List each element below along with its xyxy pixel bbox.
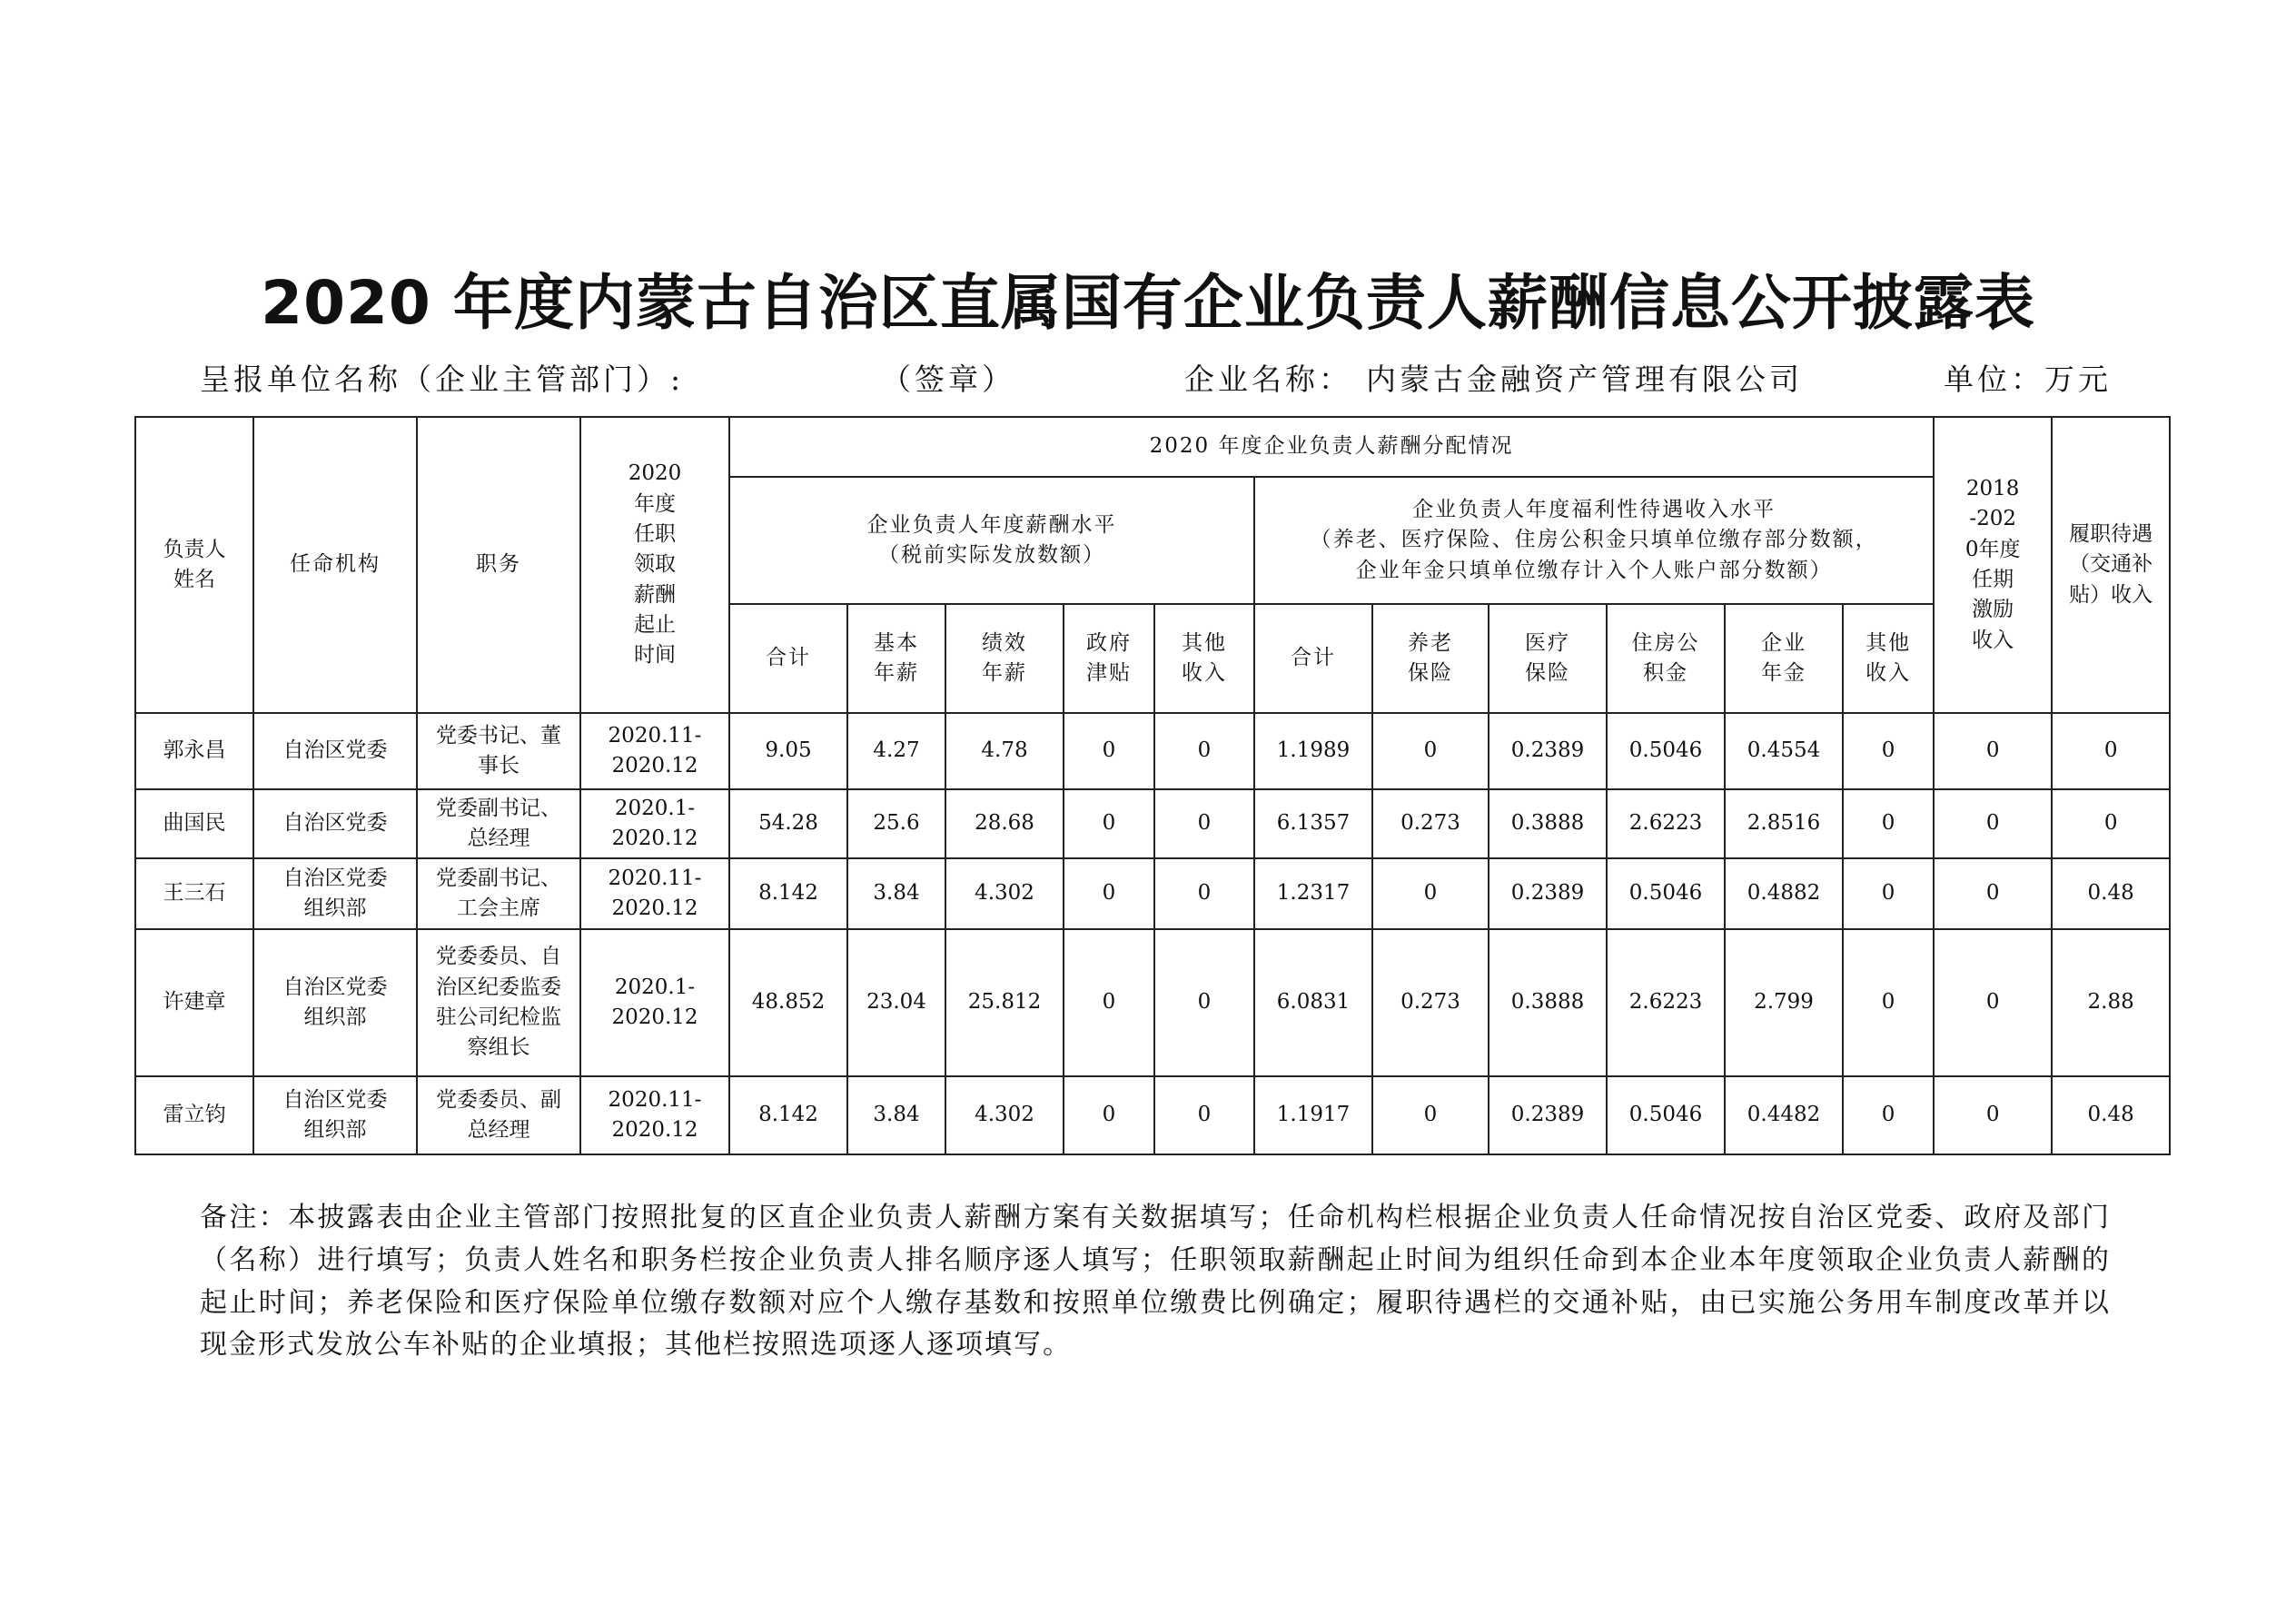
header-salary-group-note: （税前实际发放数额）	[878, 543, 1105, 567]
cell-welfare-other: 0	[1843, 713, 1934, 789]
cell-salary-other: 0	[1154, 929, 1254, 1076]
header-salary-group	[729, 477, 1254, 604]
cell-incentive: 0	[1934, 858, 2052, 929]
cell-welfare-housing: 0.5046	[1607, 1076, 1725, 1154]
cell-name: 许建章	[135, 929, 253, 1076]
cell-salary-gov: 0	[1064, 713, 1154, 789]
cell-org-line: 组织部	[303, 896, 367, 920]
cell-position	[417, 858, 580, 929]
cell-welfare-pension: 0.273	[1372, 789, 1489, 858]
cell-incentive: 0	[1934, 713, 2052, 789]
cell-org	[253, 713, 417, 789]
cell-period-line: 2020.12	[611, 1118, 698, 1142]
cell-name: 雷立钧	[135, 1076, 253, 1154]
header-welfare-housing-text	[1631, 629, 1700, 689]
cell-period	[580, 929, 729, 1076]
header-salary-performance-text: 绩效年薪	[982, 630, 1027, 685]
cell-period-line: 2020.12	[611, 1005, 698, 1029]
header-welfare-annuity	[1725, 604, 1843, 713]
table-row	[135, 929, 2170, 1076]
header-duty-text: 履职待遇（交通补贴）收入	[2069, 521, 2153, 607]
cell-salary-gov: 0	[1064, 858, 1154, 929]
cell-welfare-annuity: 2.799	[1725, 929, 1843, 1076]
cell-duty: 0.48	[2052, 1076, 2170, 1154]
cell-org-line: 组织部	[303, 1005, 367, 1029]
header-welfare-medical-text: 医疗保险	[1525, 630, 1570, 685]
cell-welfare-medical: 0.3888	[1489, 929, 1607, 1076]
cell-welfare-pension: 0	[1372, 713, 1489, 789]
cell-period-line: 2020.12	[611, 754, 698, 777]
cell-welfare-medical: 0.2389	[1489, 858, 1607, 929]
cell-salary-total: 8.142	[729, 858, 847, 929]
cell-period-line: 2020.11-	[608, 866, 702, 890]
cell-period	[580, 789, 729, 858]
company-name: 内蒙古金融资产管理有限公司	[1366, 361, 1803, 397]
cell-welfare-housing: 2.6223	[1607, 789, 1725, 858]
header-welfare-pension-text: 养老保险	[1408, 630, 1453, 685]
cell-welfare-housing: 0.5046	[1607, 713, 1725, 789]
cell-period-line: 2020.11-	[608, 723, 702, 748]
cell-salary-basic: 3.84	[847, 858, 945, 929]
header-period	[580, 417, 729, 713]
cell-name: 郭永昌	[135, 713, 253, 789]
cell-position-line: 事长	[478, 754, 520, 777]
cell-position-line: 驻公司纪检监	[436, 1005, 561, 1029]
header-welfare-group-label: 企业负责人年度福利性待遇收入水平	[1412, 497, 1776, 521]
cell-welfare-medical: 0.2389	[1489, 1076, 1607, 1154]
header-welfare-other	[1843, 604, 1934, 713]
cell-org-line: 组织部	[303, 1118, 367, 1142]
table-row	[135, 858, 2170, 929]
unit-label: 单位：万元	[1944, 361, 2112, 397]
cell-org-line: 自治区党委	[282, 1087, 388, 1112]
cell-salary-performance: 4.78	[945, 713, 1064, 789]
cell-salary-gov: 0	[1064, 789, 1154, 858]
cell-org	[253, 929, 417, 1076]
cell-period-line: 2020.1-	[614, 975, 696, 999]
cell-salary-gov: 0	[1064, 929, 1154, 1076]
header-salary-gov-text: 政府津贴	[1086, 630, 1132, 685]
cell-salary-other: 0	[1154, 789, 1254, 858]
cell-period	[580, 858, 729, 929]
header-org: 任命机构	[253, 417, 417, 713]
company-label: 企业名称：	[1184, 361, 1352, 397]
cell-org	[253, 1076, 417, 1154]
cell-position	[417, 1076, 580, 1154]
report-unit-label: 呈报单位名称（企业主管部门）:	[200, 361, 685, 397]
cell-duty: 0	[2052, 789, 2170, 858]
cell-period-line: 2020.12	[611, 896, 698, 920]
cell-position	[417, 713, 580, 789]
header-welfare-other-text: 其他收入	[1866, 630, 1912, 685]
header-duty	[2052, 417, 2170, 713]
cell-salary-total: 48.852	[729, 929, 847, 1076]
cell-welfare-total: 1.2317	[1254, 858, 1372, 929]
cell-welfare-other: 0	[1843, 789, 1934, 858]
cell-period-line: 2020.1-	[614, 796, 696, 820]
header-incentive	[1934, 417, 2052, 713]
header-salary-other-text: 其他收入	[1182, 630, 1227, 685]
header-welfare-group-note2: 企业年金只填单位缴存计入个人账户部分数额）	[1355, 558, 1833, 582]
header-welfare-pension	[1372, 604, 1489, 713]
header-salary-total: 合计	[729, 604, 847, 713]
cell-welfare-total: 6.0831	[1254, 929, 1372, 1076]
cell-position-line: 察组长	[467, 1035, 530, 1060]
cell-org	[253, 858, 417, 929]
cell-welfare-medical: 0.3888	[1489, 789, 1607, 858]
cell-welfare-annuity: 0.4882	[1725, 858, 1843, 929]
cell-salary-other: 0	[1154, 713, 1254, 789]
header-welfare-medical	[1489, 604, 1607, 713]
cell-position	[417, 789, 580, 858]
cell-welfare-annuity: 0.4482	[1725, 1076, 1843, 1154]
cell-position-line: 党委副书记、	[436, 796, 561, 820]
cell-name: 王三石	[135, 858, 253, 929]
cell-period-line: 2020.12	[611, 827, 698, 850]
cell-welfare-total: 6.1357	[1254, 789, 1372, 858]
cell-salary-total: 9.05	[729, 713, 847, 789]
cell-period	[580, 713, 729, 789]
cell-welfare-pension: 0	[1372, 1076, 1489, 1154]
cell-salary-other: 0	[1154, 1076, 1254, 1154]
cell-position-line: 治区纪委监委	[436, 975, 561, 999]
cell-welfare-other: 0	[1843, 1076, 1934, 1154]
salary-disclosure-table	[134, 416, 2171, 1155]
cell-welfare-total: 1.1989	[1254, 713, 1372, 789]
cell-welfare-housing: 0.5046	[1607, 858, 1725, 929]
cell-salary-performance: 25.812	[945, 929, 1064, 1076]
cell-org	[253, 789, 417, 858]
cell-name: 曲国民	[135, 789, 253, 858]
header-period-text: 2020年度任职领取薪酬起止时间	[628, 461, 682, 668]
footnote: 备注：本披露表由企业主管部门按照批复的区直企业负责人薪酬方案有关数据填写；任命机构栏根据企业负责人任命情况按自治区党委、政府及部门（名称）进行填写；负责人姓名和职务栏按企业负责人排名顺序逐人填写；任职领取薪酬起止时间为组织任命到本企业本年度领取企业负责人薪酬的起止时间；养老保险和医疗保险单位缴存数额对应个人缴存基数和按照单位缴费比例确定；履职待遇栏的交通补贴，由已实施公务用车制度改革并以现金形式发放公车补贴的企业填报；其他栏按照选项逐人逐项填写。	[200, 1202, 2111, 1362]
cell-position-line: 党委委员、副	[436, 1087, 561, 1112]
header-welfare-housing-text: 住房公积金	[1631, 630, 1700, 685]
seal-label: （签章）	[881, 361, 1015, 397]
cell-salary-gov: 0	[1064, 1076, 1154, 1154]
cell-position-line: 总经理	[467, 1118, 530, 1142]
cell-org-line: 自治区党委	[282, 866, 388, 890]
header-salary-other	[1154, 604, 1254, 713]
cell-org-line: 自治区党委	[282, 738, 388, 763]
header-salary-group-label: 企业负责人年度薪酬水平	[866, 512, 1117, 537]
cell-welfare-total: 1.1917	[1254, 1076, 1372, 1154]
cell-position-line: 党委书记、董	[436, 723, 561, 748]
cell-salary-other: 0	[1154, 858, 1254, 929]
cell-welfare-medical: 0.2389	[1489, 713, 1607, 789]
cell-salary-total: 54.28	[729, 789, 847, 858]
header-salary-basic-text: 基本年薪	[874, 630, 919, 685]
cell-salary-basic: 25.6	[847, 789, 945, 858]
cell-welfare-other: 0	[1843, 929, 1934, 1076]
header-name	[135, 417, 253, 713]
cell-position	[417, 929, 580, 1076]
cell-salary-performance: 28.68	[945, 789, 1064, 858]
header-salary-gov	[1064, 604, 1154, 713]
cell-welfare-annuity: 0.4554	[1725, 713, 1843, 789]
cell-position-line: 党委副书记、	[436, 866, 561, 890]
cell-incentive: 0	[1934, 1076, 2052, 1154]
header-salary-performance	[945, 604, 1064, 713]
cell-incentive: 0	[1934, 789, 2052, 858]
header-incentive-text: 2018-2020年度任期激励收入	[1964, 476, 2021, 652]
header-welfare-group	[1254, 477, 1934, 604]
header-welfare-total: 合计	[1254, 604, 1372, 713]
cell-period	[580, 1076, 729, 1154]
cell-salary-basic: 4.27	[847, 713, 945, 789]
cell-position-line: 工会主席	[457, 896, 540, 920]
header-position: 职务	[417, 417, 580, 713]
cell-position-line: 总经理	[467, 827, 530, 850]
table-row	[135, 789, 2170, 858]
table-row	[135, 713, 2170, 789]
cell-salary-performance: 4.302	[945, 858, 1064, 929]
header-name-text: 负责人姓名	[163, 537, 226, 591]
cell-salary-basic: 3.84	[847, 1076, 945, 1154]
cell-salary-total: 8.142	[729, 1076, 847, 1154]
header-distribution: 2020 年度企业负责人薪酬分配情况	[729, 417, 1934, 477]
cell-duty: 0	[2052, 713, 2170, 789]
cell-welfare-pension: 0	[1372, 858, 1489, 929]
cell-duty: 0.48	[2052, 858, 2170, 929]
cell-salary-basic: 23.04	[847, 929, 945, 1076]
header-welfare-annuity-text: 企业年金	[1761, 630, 1806, 685]
page-title: 2020 年度内蒙古自治区直属国有企业负责人薪酬信息公开披露表	[261, 268, 2035, 338]
cell-period-line: 2020.11-	[608, 1087, 702, 1112]
table-row	[135, 1076, 2170, 1154]
cell-position-line: 党委委员、自	[436, 945, 561, 969]
header-welfare-housing	[1607, 604, 1725, 713]
cell-welfare-pension: 0.273	[1372, 929, 1489, 1076]
cell-salary-performance: 4.302	[945, 1076, 1064, 1154]
header-welfare-group-note1: （养老、医疗保险、住房公积金只填单位缴存部分数额，	[1310, 528, 1878, 552]
cell-incentive: 0	[1934, 929, 2052, 1076]
cell-welfare-annuity: 2.8516	[1725, 789, 1843, 858]
cell-org-line: 自治区党委	[282, 811, 388, 836]
cell-welfare-other: 0	[1843, 858, 1934, 929]
cell-org-line: 自治区党委	[282, 975, 388, 999]
cell-welfare-housing: 2.6223	[1607, 929, 1725, 1076]
header-salary-basic	[847, 604, 945, 713]
cell-duty: 2.88	[2052, 929, 2170, 1076]
